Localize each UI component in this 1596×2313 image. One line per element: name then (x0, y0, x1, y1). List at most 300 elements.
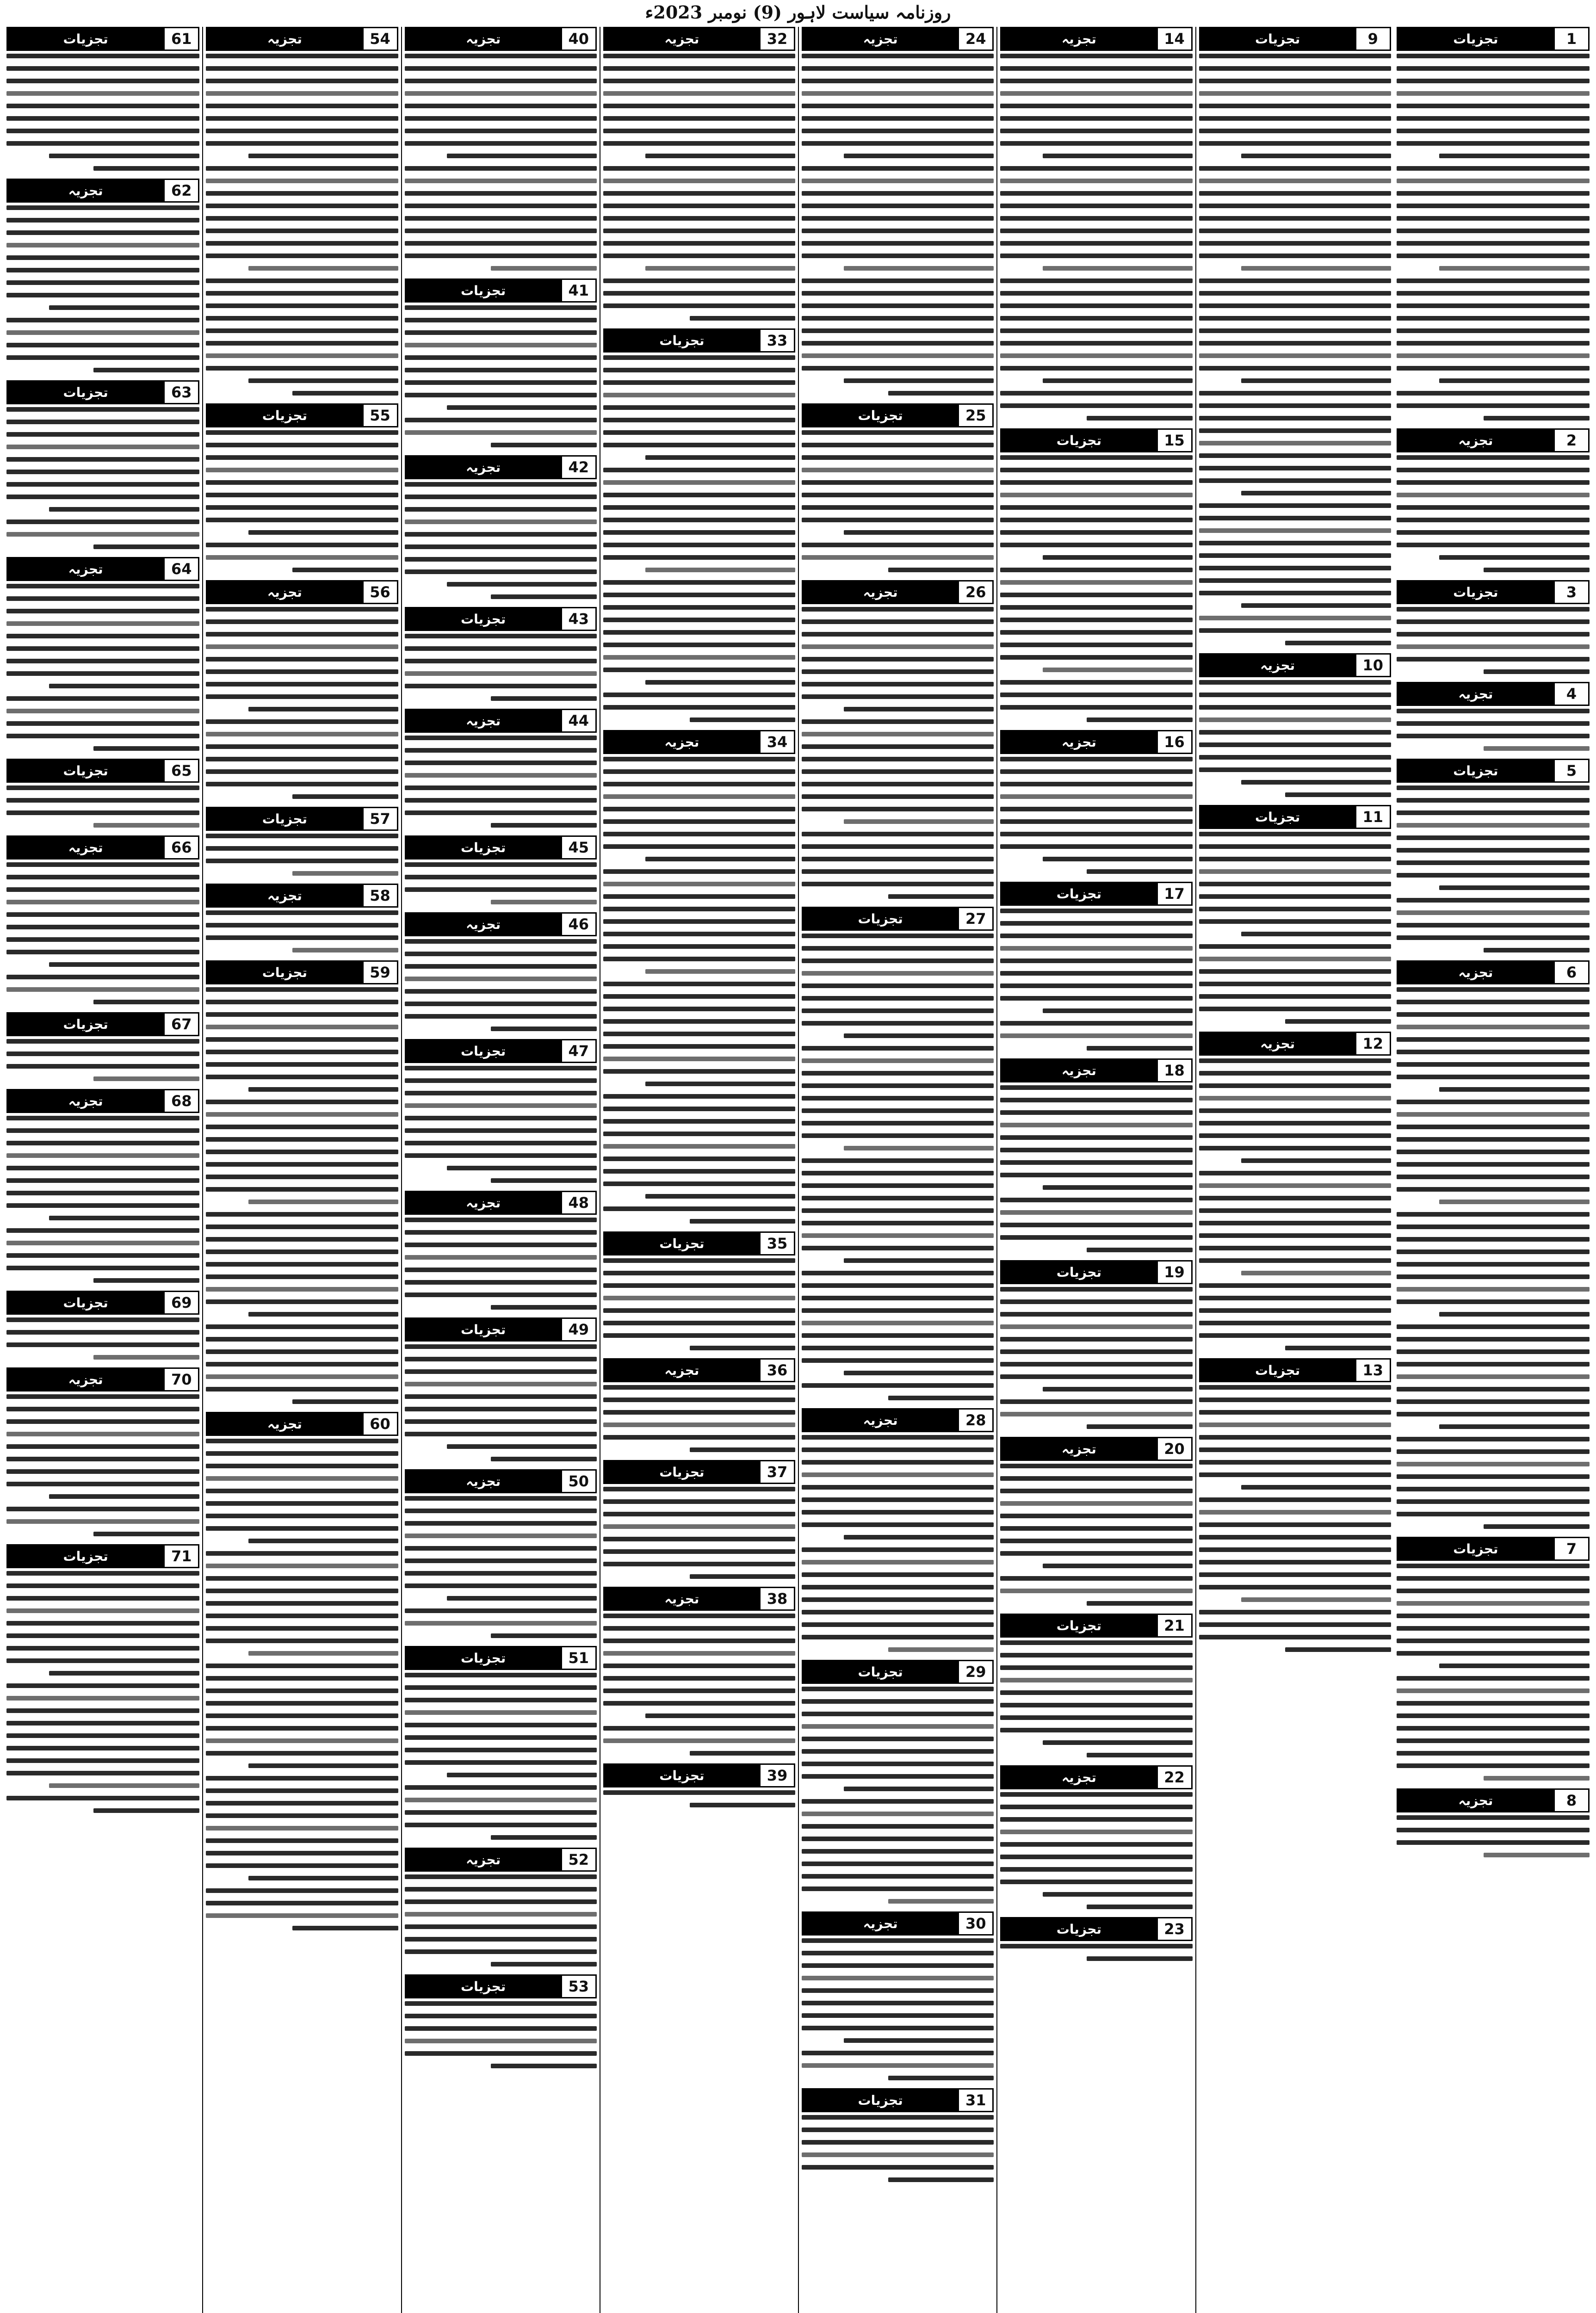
text-line (802, 1560, 994, 1565)
text-line (1397, 543, 1590, 547)
text-line (206, 543, 398, 547)
text-line (6, 343, 199, 347)
text-line (1000, 216, 1192, 221)
text-line (206, 632, 398, 637)
text-line (1199, 591, 1391, 595)
text-line (6, 646, 199, 651)
text-line (603, 380, 795, 385)
text-line (6, 1507, 199, 1511)
article-number: 53 (561, 1976, 595, 1997)
text-line (603, 757, 795, 761)
text-line (802, 1346, 994, 1350)
text-line (206, 1489, 398, 1493)
text-line (49, 684, 199, 688)
text-line (1000, 278, 1192, 283)
text-line (405, 1673, 597, 1677)
article-number: 50 (561, 1471, 595, 1492)
text-line (1000, 1312, 1192, 1317)
text-line (1000, 593, 1192, 597)
text-line (802, 619, 994, 624)
article-header (1397, 580, 1590, 604)
text-line (1043, 378, 1193, 383)
article-section-label: تجزیات (1002, 1615, 1156, 1636)
text-line (1000, 782, 1192, 786)
text-line (206, 1187, 398, 1192)
article-body (1000, 1944, 1192, 1961)
article-header (405, 1317, 597, 1342)
text-line (1397, 1399, 1590, 1404)
article-block (802, 1408, 994, 1652)
text-line (405, 634, 597, 638)
text-line (802, 844, 994, 849)
article-number: 23 (1157, 1918, 1191, 1940)
text-line (405, 964, 597, 969)
text-line (603, 1626, 795, 1631)
text-line (405, 989, 597, 994)
text-line (603, 443, 795, 447)
text-line (206, 341, 398, 346)
text-line (1000, 1098, 1192, 1102)
text-line (802, 493, 994, 497)
text-line (1000, 1135, 1192, 1140)
text-line (206, 1564, 398, 1568)
article-body (405, 1496, 597, 1638)
text-line (206, 443, 398, 447)
article-header (1397, 682, 1590, 706)
text-line (1000, 530, 1192, 535)
text-line (6, 987, 199, 992)
text-line (1397, 455, 1590, 460)
text-line (292, 794, 398, 799)
text-line (802, 1358, 994, 1363)
article-body (603, 1385, 795, 1452)
text-line (1397, 1125, 1590, 1129)
text-line (248, 378, 398, 383)
text-line (206, 303, 398, 308)
article-block (405, 1317, 597, 1461)
text-line (1199, 453, 1391, 458)
text-line (1000, 166, 1192, 171)
article-section-label: تجزیہ (1002, 28, 1156, 49)
text-line (1000, 480, 1192, 485)
text-line (206, 79, 398, 83)
text-line (206, 179, 398, 183)
article-body (405, 1673, 597, 1840)
text-line (802, 316, 994, 321)
text-line (1000, 1362, 1192, 1367)
text-line (405, 1382, 597, 1386)
text-line (802, 794, 994, 799)
text-line (6, 1039, 199, 1044)
text-line (491, 1457, 596, 1461)
text-line (405, 54, 597, 58)
text-line (603, 1206, 795, 1211)
article-body (1000, 1792, 1192, 1909)
text-line (802, 1271, 994, 1275)
article-body (1000, 909, 1192, 1051)
text-line (1397, 1175, 1590, 1179)
text-line (405, 977, 597, 981)
article-block (1000, 1765, 1192, 1909)
text-line (6, 721, 199, 726)
article-block (1000, 1058, 1192, 1252)
article-header (6, 557, 199, 581)
article-body (206, 607, 398, 799)
text-line (405, 1419, 597, 1424)
article-number: 66 (163, 837, 198, 858)
text-line (1199, 1333, 1391, 1338)
article-number: 39 (759, 1765, 794, 1786)
text-line (491, 1633, 596, 1638)
article-header (1199, 1032, 1391, 1056)
text-line (802, 1812, 994, 1816)
text-line (888, 1899, 994, 1904)
text-line (6, 937, 199, 942)
text-line (603, 493, 795, 497)
article-block (206, 580, 398, 799)
text-line (1199, 907, 1391, 911)
article-number: 17 (1157, 883, 1191, 904)
text-line (405, 2051, 597, 2056)
text-line (802, 1824, 994, 1829)
text-line (6, 1253, 199, 1258)
text-line (1043, 1740, 1193, 1745)
text-line (1397, 873, 1590, 878)
text-line (1000, 693, 1192, 697)
text-line (1397, 1337, 1590, 1342)
text-line (1000, 316, 1192, 321)
text-line (1397, 1614, 1590, 1618)
text-line (603, 129, 795, 133)
text-line (1199, 541, 1391, 545)
text-line (1397, 241, 1590, 246)
text-line (6, 1796, 199, 1800)
text-line (802, 1046, 994, 1051)
article-section-label: تجزیہ (406, 28, 561, 49)
text-line (1199, 1585, 1391, 1589)
article-body (802, 607, 994, 899)
article-header (6, 1012, 199, 1036)
article-number: 56 (362, 581, 397, 603)
article-body (1397, 54, 1590, 421)
text-line (1397, 1713, 1590, 1718)
article-section-label: تجزیات (406, 608, 561, 630)
text-line (603, 869, 795, 874)
article-body (603, 1614, 795, 1756)
text-line (1000, 1476, 1192, 1481)
article-block (206, 1412, 398, 1930)
text-line (603, 1738, 795, 1743)
text-line (603, 794, 795, 799)
text-line (206, 1464, 398, 1468)
text-line (1439, 154, 1590, 158)
text-line (1043, 1387, 1193, 1392)
article-body (6, 54, 199, 171)
text-line (1087, 1905, 1192, 1909)
text-line (603, 430, 795, 435)
text-line (405, 659, 597, 663)
text-line (405, 116, 597, 121)
text-line (1199, 1522, 1391, 1527)
article-body (405, 939, 597, 1031)
text-line (6, 116, 199, 121)
text-line (1484, 416, 1590, 421)
text-line (603, 693, 795, 697)
text-line (1397, 468, 1590, 472)
text-line (405, 91, 597, 96)
text-line (206, 1751, 398, 1756)
article-header (206, 580, 398, 604)
text-line (6, 445, 199, 449)
text-line (248, 266, 398, 271)
text-line (405, 1407, 597, 1411)
text-line (802, 204, 994, 208)
text-line (405, 810, 597, 815)
text-line (6, 519, 199, 524)
text-line (1397, 229, 1590, 233)
article-number: 33 (759, 330, 794, 351)
article-header (6, 1544, 199, 1568)
article-number: 49 (561, 1319, 595, 1340)
text-line (603, 1398, 795, 1402)
text-line (690, 1346, 795, 1350)
text-line (603, 1007, 795, 1011)
article-number: 63 (163, 382, 198, 403)
text-line (6, 925, 199, 929)
text-line (6, 875, 199, 879)
article-body (405, 305, 597, 447)
article-header (802, 403, 994, 427)
article-body (405, 1874, 597, 1967)
text-line (1199, 66, 1391, 71)
text-line (603, 994, 795, 999)
text-line (1000, 391, 1192, 396)
text-line (802, 1058, 994, 1063)
article-section-label: تجزیات (406, 1319, 561, 1340)
text-line (1199, 528, 1391, 533)
text-line (206, 1826, 398, 1831)
text-line (603, 1688, 795, 1693)
text-line (1397, 935, 1590, 940)
text-line (447, 582, 597, 587)
text-line (6, 1191, 199, 1195)
text-line (206, 1439, 398, 1443)
text-line (248, 530, 398, 535)
article-block (603, 27, 795, 321)
text-line (6, 432, 199, 437)
text-line (405, 1268, 597, 1272)
text-line (405, 1091, 597, 1095)
text-line (447, 405, 597, 410)
text-line (603, 932, 795, 936)
text-line (1000, 1817, 1192, 1822)
text-line (1087, 869, 1192, 874)
article-number: 37 (759, 1461, 794, 1483)
text-line (1199, 316, 1391, 321)
text-line (1000, 1349, 1192, 1354)
text-line (6, 407, 199, 412)
text-line (1000, 1110, 1192, 1115)
text-line (603, 1487, 795, 1491)
text-line (802, 1737, 994, 1741)
text-line (603, 1271, 795, 1275)
article-section-label: تجزیہ (207, 581, 362, 603)
text-line (405, 1698, 597, 1702)
article-number: 46 (561, 914, 595, 935)
text-line (1000, 1653, 1192, 1657)
text-line (206, 1476, 398, 1481)
text-line (802, 2013, 994, 2018)
text-line (802, 694, 994, 699)
text-line (1199, 1308, 1391, 1313)
article-body (206, 987, 398, 1404)
text-line (1000, 1412, 1192, 1416)
text-line (603, 204, 795, 208)
text-line (690, 1803, 795, 1807)
text-line (292, 391, 398, 396)
text-line (802, 543, 994, 547)
text-line (1000, 518, 1192, 522)
text-line (1397, 104, 1590, 108)
article-section-label: تجزیہ (406, 914, 561, 935)
text-line (802, 1208, 994, 1213)
text-line (1241, 266, 1391, 271)
text-line (1397, 204, 1590, 208)
text-line (802, 607, 994, 612)
text-line (1199, 693, 1391, 697)
article-body (1000, 1640, 1192, 1757)
text-line (603, 1258, 795, 1263)
text-line (1397, 391, 1590, 396)
text-line (603, 807, 795, 811)
text-line (1000, 1715, 1192, 1720)
text-line (1000, 1235, 1192, 1240)
article-body (802, 54, 994, 396)
text-line (206, 1337, 398, 1342)
text-line (6, 104, 199, 108)
text-line (6, 975, 199, 979)
text-line (206, 1324, 398, 1329)
text-line (1000, 1539, 1192, 1543)
text-line (491, 823, 596, 828)
text-line (802, 882, 994, 886)
article-number: 45 (561, 837, 595, 858)
text-line (802, 644, 994, 649)
text-line (603, 1107, 795, 1111)
text-line (405, 1608, 597, 1613)
article-header (405, 1646, 597, 1670)
text-line (1000, 971, 1192, 976)
text-line (802, 104, 994, 108)
article-block (603, 328, 795, 722)
text-line (1199, 1058, 1391, 1063)
text-line (802, 229, 994, 233)
text-line (405, 418, 597, 422)
article-number: 9 (1355, 28, 1390, 49)
text-line (645, 568, 795, 572)
text-line (1199, 1208, 1391, 1213)
text-line (405, 2014, 597, 2018)
text-line (206, 518, 398, 522)
text-line (206, 682, 398, 686)
article-header (1397, 27, 1590, 51)
article-block (1397, 428, 1590, 572)
text-line (206, 744, 398, 749)
text-line (491, 266, 596, 271)
text-line (405, 1583, 597, 1588)
text-line (1397, 1012, 1590, 1017)
article-number: 29 (958, 1661, 992, 1682)
text-line (1000, 1210, 1192, 1215)
text-line (802, 291, 994, 296)
article-header (603, 27, 795, 51)
text-line (6, 1746, 199, 1750)
text-line (405, 191, 597, 196)
text-line (1397, 785, 1590, 790)
article-header (603, 730, 795, 754)
article-header (1397, 1537, 1590, 1561)
article-section-label: تجزیہ (1002, 1060, 1156, 1081)
text-line (1000, 618, 1192, 622)
article-header (1000, 27, 1192, 51)
text-line (405, 773, 597, 778)
article-block (603, 1460, 795, 1579)
text-line (206, 669, 398, 674)
article-block (405, 1039, 597, 1183)
text-line (802, 1572, 994, 1577)
article-body (405, 736, 597, 828)
text-line (1000, 1489, 1192, 1493)
text-line (802, 241, 994, 246)
article-number: 48 (561, 1192, 595, 1213)
text-line (1000, 983, 1192, 988)
article-section-label: تجزیہ (1200, 655, 1355, 676)
article-section-label: تجزیات (406, 1647, 561, 1669)
text-line (844, 819, 994, 824)
text-line (603, 1639, 795, 1643)
text-line (206, 66, 398, 71)
text-line (802, 971, 994, 976)
article-section-label: تجزیہ (406, 1849, 561, 1870)
text-line (206, 493, 398, 497)
text-line (292, 1399, 398, 1404)
text-line (206, 166, 398, 171)
article-body (1000, 1085, 1192, 1252)
text-line (1199, 1321, 1391, 1325)
text-line (206, 1726, 398, 1731)
text-line (802, 518, 994, 522)
text-line (248, 1539, 398, 1543)
text-line (1087, 717, 1192, 722)
text-line (6, 230, 199, 235)
text-line (248, 154, 398, 158)
text-line (802, 1799, 994, 1804)
text-line (405, 305, 597, 310)
text-line (802, 341, 994, 346)
article-body (1199, 54, 1391, 645)
text-line (1000, 832, 1192, 836)
text-line (1000, 1665, 1192, 1670)
article-block (405, 1974, 597, 2068)
text-line (6, 1266, 199, 1270)
text-line (802, 328, 994, 333)
text-line (1241, 378, 1391, 383)
text-line (1000, 1399, 1192, 1404)
article-number: 59 (362, 962, 397, 983)
text-line (1000, 116, 1192, 121)
article-body (6, 1394, 199, 1536)
news-column (996, 27, 1195, 2313)
